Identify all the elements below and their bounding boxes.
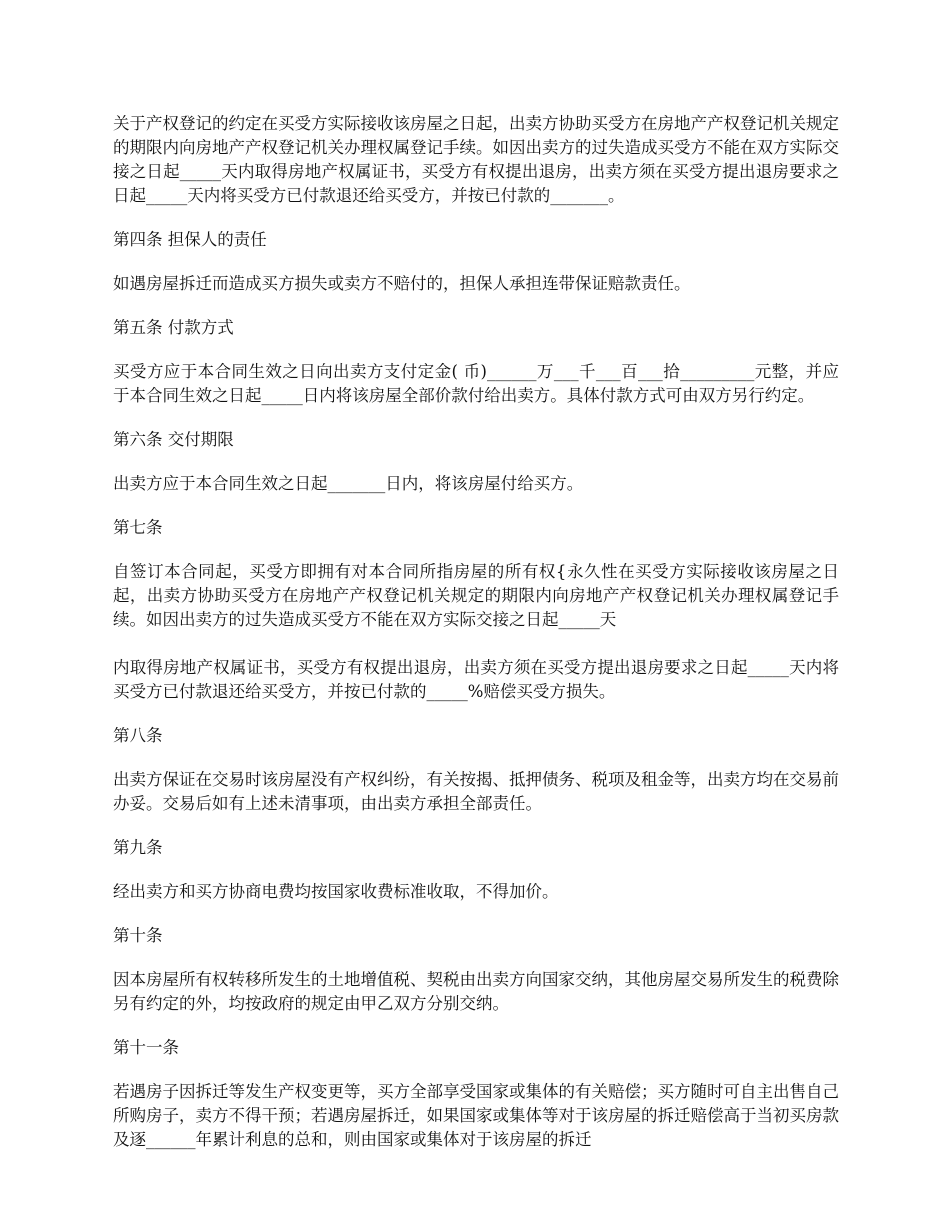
paragraph-payment-method: 买受方应于本合同生效之日向出卖方支付定金( 币)______万___千___百___拾_________元整，并应于本合同生效之日起_____日内将该房屋全部价款付给出卖方。具体付款方式可由双方另行约定。: [113, 362, 839, 405]
paragraph-seller-guarantee: 出卖方保证在交易时该房屋没有产权纠纷，有关按揭、抵押债务、税项及租金等，出卖方均在交易前办妥。交易后如有上述未清事项，由出卖方承担全部责任。: [113, 770, 839, 813]
paragraph-delivery-period: 出卖方应于本合同生效之日起_______日内，将该房屋付给买方。: [113, 474, 584, 493]
paragraph-taxes: 因本房屋所有权转移所发生的土地增值税、契税由出卖方向国家交纳，其他房屋交易所发生的税费除另有约定的外，均按政府的规定由甲乙双方分别交纳。: [113, 970, 839, 1013]
contract-page: [113, 112, 839, 1172]
heading-article-8: 第八条: [113, 726, 163, 745]
heading-article-9: 第九条: [113, 838, 163, 857]
paragraph-demolition-compensation: 若遇房子因拆迁等发生产权变更等，买方全部享受国家或集体的有关赔偿；买方随时可自主出售自己所购房子，卖方不得干预；若遇房屋拆迁，如果国家或集体等对于该房屋的拆迁赔偿高于当初买房款及逐______年累计利息的总和，则由国家或集体对于该房屋的拆迁: [113, 1082, 839, 1149]
heading-article-10: 第十条: [113, 926, 163, 945]
heading-article-7: 第七条: [113, 518, 163, 537]
paragraph-ownership-part-2: 内取得房地产权属证书，买受方有权提出退房，出卖方须在买受方提出退房要求之日起_____天内将买受方已付款退还给买受方，并按已付款的_____%赔偿买受方损失。: [113, 658, 839, 701]
heading-article-5: 第五条 付款方式: [113, 318, 234, 337]
paragraph-guarantor-duty: 如遇房屋拆迁而造成买方损失或卖方不赔付的，担保人承担连带保证赔款责任。: [113, 274, 691, 293]
heading-article-11: 第十一条: [113, 1038, 179, 1057]
heading-article-4: 第四条 担保人的责任: [113, 230, 267, 249]
paragraph-property-registration: 关于产权登记的约定在买受方实际接收该房屋之日起，出卖方协助买受方在房地产产权登记机关规定的期限内向房地产产权登记机关办理权属登记手续。如因出卖方的过失造成买受方不能在双方实际交接之日起_____天内取得房地产权属证书，买受方有权提出退房，出卖方须在买受方提出退房要求之日起_____天内将买受方已付款退还给买受方，并按已付款的_______。: [113, 114, 839, 205]
paragraph-ownership-part-1: 自签订本合同起，买受方即拥有对本合同所指房屋的所有权{永久性在买受方实际接收该房屋之日起，出卖方协助买受方在房地产产权登记机关规定的期限内向房地产产权登记机关办理权属登记手续。如因出卖方的过失造成买受方不能在双方实际交接之日起_____天: [113, 562, 839, 629]
heading-article-6: 第六条 交付期限: [113, 430, 234, 449]
paragraph-electricity-fees: 经出卖方和买方协商电费均按国家收费标准收取，不得加价。: [113, 882, 559, 901]
